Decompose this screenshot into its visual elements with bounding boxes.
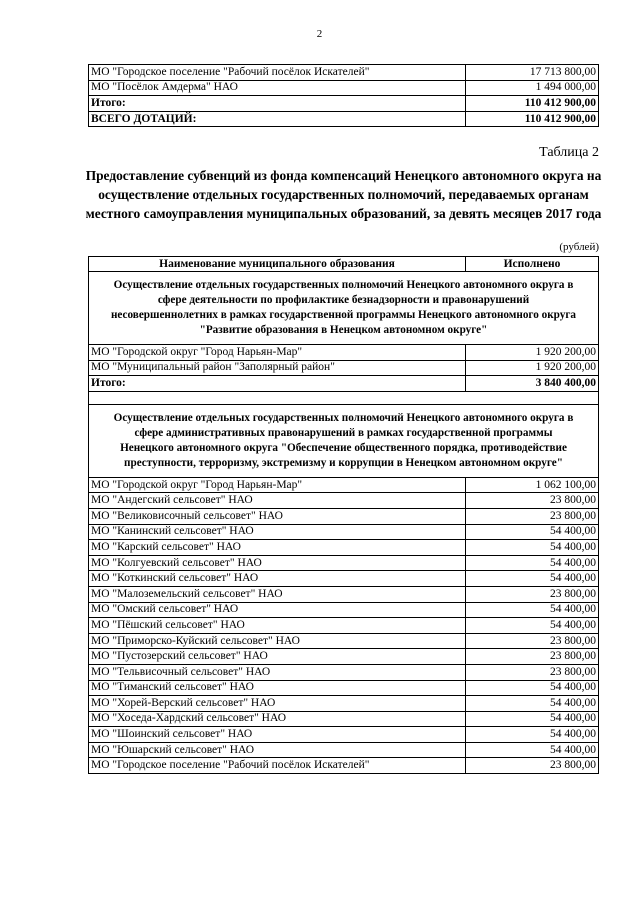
amount-value: 23 800,00 <box>466 664 599 680</box>
amount-value: 23 800,00 <box>466 586 599 602</box>
amount-value: 23 800,00 <box>466 493 599 509</box>
table-row <box>89 360 599 376</box>
table-row <box>89 758 599 774</box>
table-row <box>89 664 599 680</box>
municipality-name: МО "Колгуевский сельсовет" НАО <box>89 555 466 571</box>
municipality-name: МО "Хорей-Верский сельсовет" НАО <box>89 696 466 712</box>
subtotal-row <box>89 96 599 112</box>
municipality-name: МО "Приморско-Куйский сельсовет" НАО <box>89 633 466 649</box>
amount-value: 54 400,00 <box>466 696 599 712</box>
amount-value: 54 400,00 <box>466 540 599 556</box>
amount-value: 54 400,00 <box>466 742 599 758</box>
subtotal-label: Итого: <box>89 96 466 112</box>
amount-value: 1 920 200,00 <box>466 345 599 361</box>
table-row <box>89 696 599 712</box>
amount-value: 54 400,00 <box>466 618 599 634</box>
table-row <box>89 602 599 618</box>
page-number: 2 <box>316 28 323 40</box>
table-row <box>89 711 599 727</box>
spacer-row <box>89 391 599 404</box>
table-row <box>89 508 599 524</box>
table-row <box>89 345 599 361</box>
top-summary-table <box>88 64 599 127</box>
amount-value: 54 400,00 <box>466 555 599 571</box>
municipality-name: МО "Хоседа-Хардский сельсовет" НАО <box>89 711 466 727</box>
municipality-name: МО "Муниципальный район "Заполярный район" <box>89 360 466 376</box>
subventions-table <box>88 256 599 774</box>
municipality-name: МО "Андегский сельсовет" НАО <box>89 493 466 509</box>
document-title: Предоставление субвенций из фонда компенсаций Ненецкого автономного округа на осуществление отдельных государственных полномочий, передаваемых органам местного самоуправления муниципальных образований, за девять месяцев 2017 года <box>85 168 602 221</box>
municipality-name: МО "Городской округ "Город Нарьян-Мар" <box>89 477 466 493</box>
table-row <box>89 80 599 96</box>
municipality-name: МО "Городское поселение "Рабочий посёлок Искателей" <box>89 758 466 774</box>
municipality-name: МО "Великовисочный сельсовет" НАО <box>89 508 466 524</box>
municipality-name: МО "Пёшский сельсовет" НАО <box>89 618 466 634</box>
table-row <box>89 586 599 602</box>
amount-value: 1 062 100,00 <box>466 477 599 493</box>
municipality-name: МО "Канинский сельсовет" НАО <box>89 524 466 540</box>
grand-total-row <box>89 111 599 127</box>
amount-value: 54 400,00 <box>466 680 599 696</box>
municipality-name: МО "Шоинский сельсовет" НАО <box>89 727 466 743</box>
municipality-name: МО "Городское поселение "Рабочий посёлок Искателей" <box>89 65 466 81</box>
grand-total-label: ВСЕГО ДОТАЦИЙ: <box>89 111 466 127</box>
grand-total-value: 110 412 900,00 <box>466 111 599 127</box>
amount-value: 23 800,00 <box>466 758 599 774</box>
section-header-row <box>89 404 599 477</box>
table-label: Таблица 2 <box>539 145 599 160</box>
table-row <box>89 65 599 81</box>
subtotal-label: Итого: <box>89 376 466 392</box>
amount-value: 54 400,00 <box>466 524 599 540</box>
subtotal-value: 3 840 400,00 <box>466 376 599 392</box>
municipality-name: МО "Тельвисочный сельсовет" НАО <box>89 664 466 680</box>
amount-value: 54 400,00 <box>466 602 599 618</box>
table-row <box>89 571 599 587</box>
table-row <box>89 633 599 649</box>
amount-value: 23 800,00 <box>466 649 599 665</box>
municipality-name: МО "Пустозерский сельсовет" НАО <box>89 649 466 665</box>
table-row <box>89 540 599 556</box>
section-title: Осуществление отдельных государственных полномочий Ненецкого автономного округа в сфере деятельности по профилактике безнадзорности и правонарушений несовершеннолетних в рамках государственной программы Ненецкого автономного округа "Развитие образования в Ненецком автономном округе" <box>89 272 599 345</box>
amount-value: 54 400,00 <box>466 711 599 727</box>
table-row <box>89 680 599 696</box>
table-row <box>89 493 599 509</box>
municipality-name: МО "Карский сельсовет" НАО <box>89 540 466 556</box>
municipality-name: МО "Коткинский сельсовет" НАО <box>89 571 466 587</box>
amount-value: 23 800,00 <box>466 508 599 524</box>
amount-value: 1 494 000,00 <box>466 80 599 96</box>
section-title: Осуществление отдельных государственных полномочий Ненецкого автономного округа в сфере административных правонарушений в рамках государственной программы Ненецкого автономного округа "Обеспечение общественного порядка, противодействие преступности, терроризму, экстремизму и коррупции в Ненецком автономном округе" <box>89 404 599 477</box>
column-header-name: Наименование муниципального образования <box>89 257 466 272</box>
table-row <box>89 742 599 758</box>
subtotal-value: 110 412 900,00 <box>466 96 599 112</box>
municipality-name: МО "Омский сельсовет" НАО <box>89 602 466 618</box>
section-header-row <box>89 272 599 345</box>
amount-value: 1 920 200,00 <box>466 360 599 376</box>
municipality-name: МО "Малоземельский сельсовет" НАО <box>89 586 466 602</box>
spacer-cell <box>89 391 599 404</box>
table-row <box>89 555 599 571</box>
municipality-name: МО "Посёлок Амдерма" НАО <box>89 80 466 96</box>
municipality-name: МО "Городской округ "Город Нарьян-Мар" <box>89 345 466 361</box>
column-header-value: Исполнено <box>466 257 599 272</box>
table-row <box>89 477 599 493</box>
subtotal-row <box>89 376 599 392</box>
amount-value: 23 800,00 <box>466 633 599 649</box>
table-row <box>89 524 599 540</box>
table-row <box>89 618 599 634</box>
table-row <box>89 727 599 743</box>
amount-value: 54 400,00 <box>466 727 599 743</box>
units-label: (рублей) <box>559 241 599 253</box>
amount-value: 54 400,00 <box>466 571 599 587</box>
municipality-name: МО "Юшарский сельсовет" НАО <box>89 742 466 758</box>
amount-value: 17 713 800,00 <box>466 65 599 81</box>
table-header-row <box>89 257 599 272</box>
table-row <box>89 649 599 665</box>
municipality-name: МО "Тиманский сельсовет" НАО <box>89 680 466 696</box>
